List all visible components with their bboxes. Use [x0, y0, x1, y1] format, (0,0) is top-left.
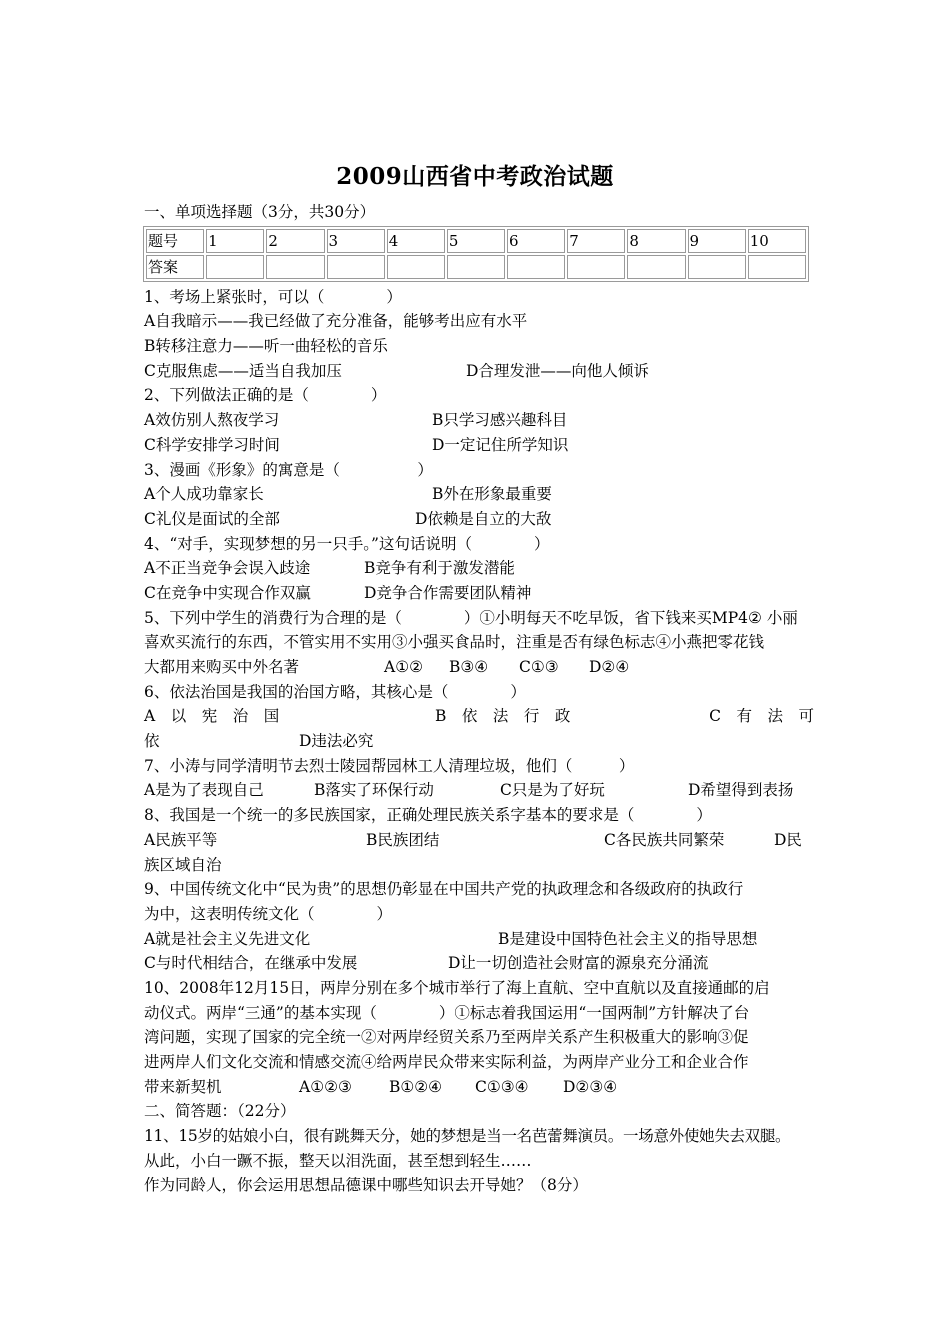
q1-options-cd — [144, 359, 814, 384]
table-number-cell: 3 — [327, 229, 385, 253]
table-number-cell: 8 — [627, 229, 685, 253]
q6-option-d: D违法必究 — [299, 732, 374, 751]
q8-option-c: C各民族共同繁荣 — [604, 830, 725, 849]
q3-option-b: B外在形象最重要 — [432, 485, 552, 504]
answer-cell[interactable] — [387, 255, 445, 279]
q10-option-a: A①②③ — [299, 1077, 352, 1096]
q5-option-b: B③④ — [449, 658, 489, 676]
answer-cell[interactable] — [567, 255, 625, 279]
table-number-cell: 2 — [266, 229, 324, 253]
q5-option-d: D②④ — [589, 658, 630, 676]
q4-options-ab — [144, 556, 814, 581]
q9-option-b: B是建设中国特色社会主义的指导思想 — [498, 929, 758, 948]
table-number-cell: 4 — [387, 229, 445, 253]
q3-option-d: D依赖是自立的大敌 — [415, 509, 552, 528]
q9-option-c: C与时代相结合，在继承中发展 — [144, 954, 358, 973]
q8-stem: 8、我国是一个统一的多民族国家，正确处理民族关系字基本的要求是（ ） — [144, 806, 712, 825]
answer-cell[interactable] — [206, 255, 264, 279]
q4-option-c: C在竞争中实现合作双赢 — [144, 583, 311, 602]
q4-option-d: D竞争合作需要团队精神 — [364, 583, 532, 602]
answer-table-number-row — [146, 229, 806, 253]
answer-table — [143, 226, 809, 282]
q10-stem-line2: 动仪式。两岸“三通”的基本实现（ ）①标志着我国运用“一国两制”方针解决了台 — [144, 1003, 750, 1022]
q4-stem: 4、“对手，实现梦想的另一只手。”这句话说明（ ） — [144, 534, 550, 553]
q9-stem-line2: 为中，这表明传统文化（ ） — [144, 904, 393, 923]
q8-option-b: B民族团结 — [366, 830, 440, 849]
q10-stem-line1: 10、2008年12月15日，两岸分别在多个城市举行了海上直航、空中直航以及直接通邮的启 — [144, 978, 770, 997]
q1-option-c: C克服焦虑——适当自我加压 — [144, 361, 342, 380]
q8-option-a: A民族平等 — [144, 830, 218, 849]
section2-heading: 二、简答题：（22分） — [144, 1102, 296, 1121]
q1-option-a: A自我暗示——我已经做了充分准备，能够考出应有水平 — [144, 312, 528, 331]
document-body — [144, 200, 814, 1198]
table-number-cell: 7 — [567, 229, 625, 253]
q6-options-abc — [144, 704, 814, 729]
q5-stem-line1: 5、下列中学生的消费行为合理的是（ ）①小明每天不吃早饭，省下钱来买MP4② 小丽 — [144, 608, 798, 627]
q5-stem-line3: 大都用来购买中外名著 — [144, 658, 300, 676]
answer-cell[interactable] — [688, 255, 746, 279]
q1-option-b: B转移注意力——听一曲轻松的音乐 — [144, 337, 388, 356]
q7-option-a: A是为了表现自己 — [144, 781, 264, 800]
q2-option-b: B只学习感兴趣科目 — [432, 411, 568, 430]
q5-options — [144, 655, 814, 680]
q9-option-d: D让一切创造社会财富的源泉充分涌流 — [448, 954, 709, 973]
q9-stem-line1: 9、中国传统文化中“民为贵”的思想仍彰显在中国共产党的执政理念和各级政府的执政行 — [144, 880, 744, 899]
q7-option-c: C只是为了好玩 — [500, 781, 605, 800]
q4-options-cd — [144, 581, 814, 606]
q11-stem-line3: 作为同龄人，你会运用思想品德课中哪些知识去开导她？（8分） — [144, 1176, 588, 1195]
q10-option-b: B①②④ — [389, 1077, 443, 1096]
q1-option-d: D合理发泄——向他人倾诉 — [466, 361, 649, 380]
q10-option-c: C①③④ — [475, 1077, 529, 1096]
q10-options — [144, 1075, 814, 1100]
table-number-cell: 10 — [748, 229, 806, 253]
answer-cell[interactable] — [266, 255, 324, 279]
q6-option-c-continued: 依 — [144, 732, 160, 751]
q6-option-a: A 以 宪 治 国 — [144, 707, 280, 726]
q3-option-a: A个人成功靠家长 — [144, 485, 264, 504]
q3-stem: 3、漫画《形象》的寓意是（ ） — [144, 460, 433, 479]
q3-options-ab — [144, 482, 814, 507]
answer-cell[interactable] — [507, 255, 565, 279]
q8-option-d-continued: 族区域自治 — [144, 855, 222, 874]
q8-options — [144, 828, 814, 853]
q9-options-cd — [144, 951, 814, 976]
answer-cell[interactable] — [748, 255, 806, 279]
q2-options-ab — [144, 408, 814, 433]
q9-option-a: A就是社会主义先进文化 — [144, 929, 311, 948]
answer-table-answer-row — [146, 255, 806, 279]
q6-options-cd — [144, 729, 814, 754]
page-title: 2009山西省中考政治试题 — [336, 163, 614, 190]
q10-stem-line4: 进两岸人们文化交流和情感交流④给两岸民众带来实际利益，为两岸产业分工和企业合作 — [144, 1053, 749, 1071]
q6-stem: 6、依法治国是我国的治国方略，其核心是（ ） — [144, 682, 526, 701]
q9-options-ab — [144, 927, 814, 952]
q5-stem-line2: 喜欢买流行的东西，不管实用不实用③小强买食品时，注重是否有绿色标志④小燕把零花钱 — [144, 633, 765, 652]
q8-option-d: D民 — [774, 830, 802, 849]
q7-stem: 7、小涛与同学清明节去烈士陵园帮园林工人清理垃圾，他们（ ） — [144, 756, 635, 775]
section1-heading: 一、单项选择题（3分，共30分） — [144, 203, 376, 221]
q2-option-a: A效仿别人熬夜学习 — [144, 411, 280, 430]
table-number-cell: 9 — [688, 229, 746, 253]
table-number-cell: 5 — [447, 229, 505, 253]
q7-options — [144, 778, 814, 803]
table-label-question: 题号 — [146, 229, 204, 253]
table-label-answer: 答案 — [146, 255, 204, 279]
q11-stem-line2: 从此，小白一蹶不振，整天以泪洗面，甚至想到轻生…… — [144, 1151, 532, 1170]
table-number-cell: 1 — [206, 229, 264, 253]
q10-option-d: D②③④ — [563, 1077, 618, 1096]
q6-option-c: C 有 法 可 — [709, 707, 814, 726]
table-number-cell: 6 — [507, 229, 565, 253]
q2-stem: 2、下列做法正确的是（ ） — [144, 386, 387, 405]
q3-options-cd — [144, 507, 814, 532]
q2-options-cd — [144, 433, 814, 458]
answer-cell[interactable] — [627, 255, 685, 279]
q11-stem-line1: 11、15岁的姑娘小白，很有跳舞天分，她的梦想是当一名芭蕾舞演员。一场意外使她失去双腿。 — [144, 1127, 791, 1146]
q2-option-c: C科学安排学习时间 — [144, 435, 280, 454]
answer-cell[interactable] — [327, 255, 385, 279]
q2-option-d: D一定记住所学知识 — [432, 435, 569, 454]
q4-option-b: B竞争有利于激发潜能 — [364, 559, 515, 578]
q7-option-d: D希望得到表扬 — [688, 781, 794, 800]
q10-stem-line5: 带来新契机 — [144, 1077, 222, 1096]
q6-option-b: B 依 法 行 政 — [435, 707, 571, 726]
q4-option-a: A不正当竞争会误入歧途 — [144, 559, 311, 578]
q7-option-b: B落实了环保行动 — [314, 781, 434, 800]
q5-option-a: A①② — [384, 658, 423, 676]
q3-option-c: C礼仪是面试的全部 — [144, 509, 280, 528]
q10-stem-line3: 湾问题，实现了国家的完全统一②对两岸经贸关系乃至两岸关系产生积极重大的影响③促 — [144, 1028, 749, 1047]
answer-cell[interactable] — [447, 255, 505, 279]
q5-option-c: C①③ — [519, 658, 559, 676]
q1-stem: 1、考场上紧张时，可以（ ） — [144, 287, 402, 306]
